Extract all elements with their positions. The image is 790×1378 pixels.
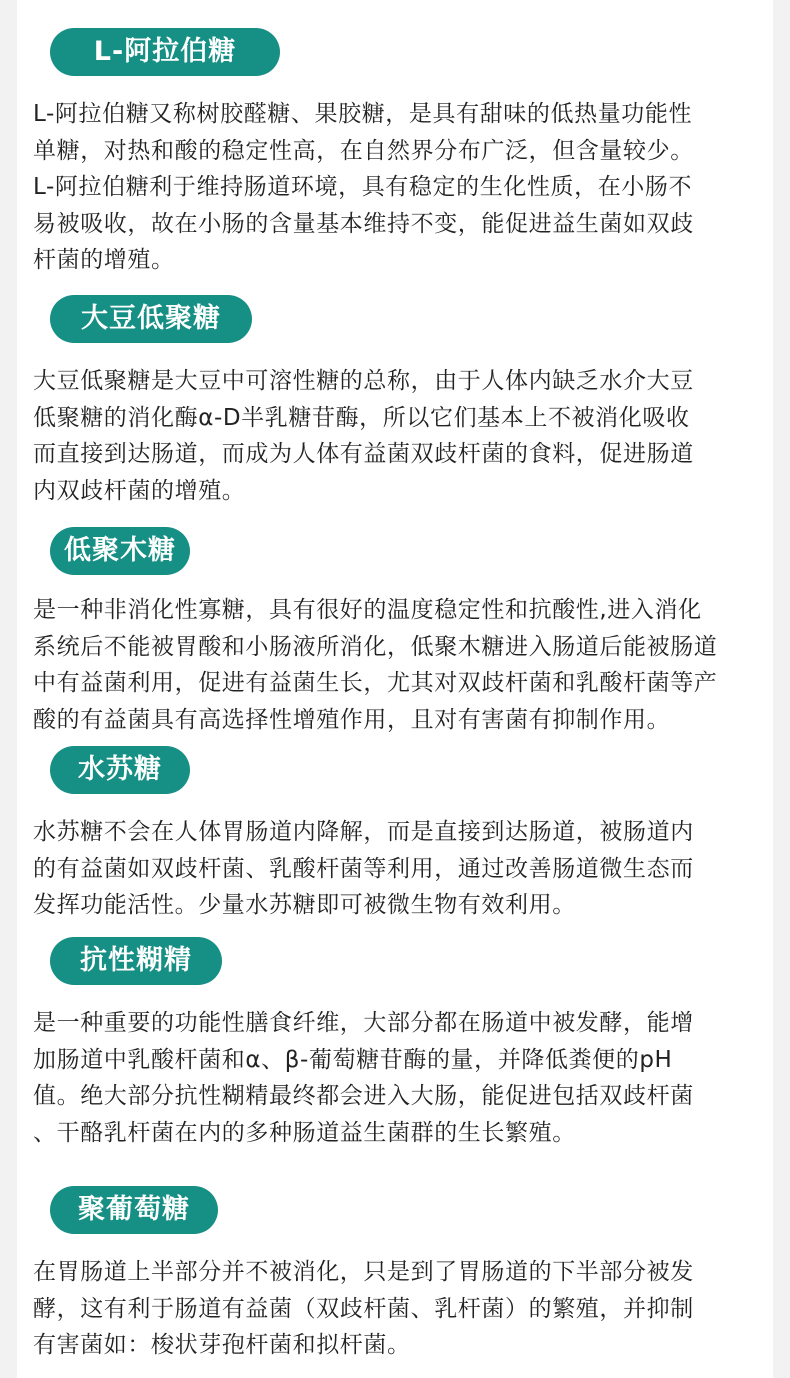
- text-line: 易被吸收，故在小肠的含量基本维持不变，能促进益生菌如双歧: [33, 210, 694, 237]
- text-line: 而直接到达肠道，而成为人体有益菌双歧杆菌的食料，促进肠道: [33, 441, 694, 467]
- text-line: 是一种重要的功能性膳食纤维，大部分都在肠道中被发酵，能增: [33, 1010, 694, 1036]
- section-title-pill: 抗性糊精: [50, 937, 222, 985]
- section-body: [33, 592, 753, 738]
- section-title-pill: 大豆低聚糖: [50, 295, 252, 343]
- text-line: L-阿拉伯糖利于维持肠道环境，具有稳定的生化性质，在小肠不: [33, 174, 693, 200]
- section-title-pill: L-阿拉伯糖: [50, 28, 280, 76]
- text-line: 加肠道中乳酸杆菌和α、β-葡萄糖苷酶的量，并降低粪便的pH: [33, 1046, 673, 1073]
- section-title-pill: 水苏糖: [50, 746, 190, 794]
- text-line: 系统后不能被胃酸和小肠液所消化，低聚木糖进入肠道后能被肠道: [33, 633, 718, 660]
- text-line: 、干酪乳杆菌在内的多种肠道益生菌群的生长繁殖。: [33, 1119, 576, 1146]
- text-line: 的有益菌如双歧杆菌、乳酸杆菌等利用，通过改善肠道微生态而: [33, 855, 694, 882]
- text-line: 值。绝大部分抗性糊精最终都会进入大肠，能促进包括双歧杆菌: [33, 1083, 694, 1109]
- text-line: 内双歧杆菌的增殖。: [33, 477, 246, 504]
- text-line: 单糖，对热和酸的稳定性高，在自然界分布广泛，但含量较少。: [33, 137, 694, 164]
- text-line: 酸的有益菌具有高选择性增殖作用，且对有害菌有抑制作用。: [33, 706, 671, 733]
- text-line: 酵，这有利于肠道有益菌（双歧杆菌、乳杆菌）的繁殖，并抑制: [33, 1295, 694, 1322]
- section-body: [33, 96, 753, 279]
- text-line: 是一种非消化性寡糖，具有很好的温度稳定性和抗酸性,进入消化: [33, 597, 702, 623]
- text-line: 在胃肠道上半部分并不被消化，只是到了胃肠道的下半部分被发: [33, 1259, 694, 1285]
- text-line: 低聚糖的消化酶α-D半乳糖苷酶，所以它们基本上不被消化吸收: [33, 404, 690, 431]
- section-body: [33, 1005, 753, 1151]
- section-body: [33, 363, 753, 509]
- section-title-pill: 低聚木糖: [50, 527, 190, 575]
- section-title-pill: 聚葡萄糖: [50, 1186, 218, 1234]
- text-line: 杆菌的增殖。: [33, 247, 175, 273]
- text-line: 有害菌如：梭状芽孢杆菌和拟杆菌。: [33, 1332, 411, 1358]
- text-line: 大豆低聚糖是大豆中可溶性糖的总称，由于人体内缺乏水介大豆: [33, 368, 694, 394]
- section-body: [33, 1254, 753, 1364]
- text-line: 发挥功能活性。少量水苏糖即可被微生物有效利用。: [33, 892, 576, 918]
- text-line: 水苏糖不会在人体胃肠道内降解，而是直接到达肠道，被肠道内: [33, 819, 694, 845]
- text-line: 中有益菌利用，促进有益菌生长，尤其对双歧杆菌和乳酸杆菌等产: [33, 670, 718, 696]
- text-line: L-阿拉伯糖又称树胶醛糖、果胶糖，是具有甜味的低热量功能性: [33, 101, 693, 127]
- section-body: [33, 814, 753, 924]
